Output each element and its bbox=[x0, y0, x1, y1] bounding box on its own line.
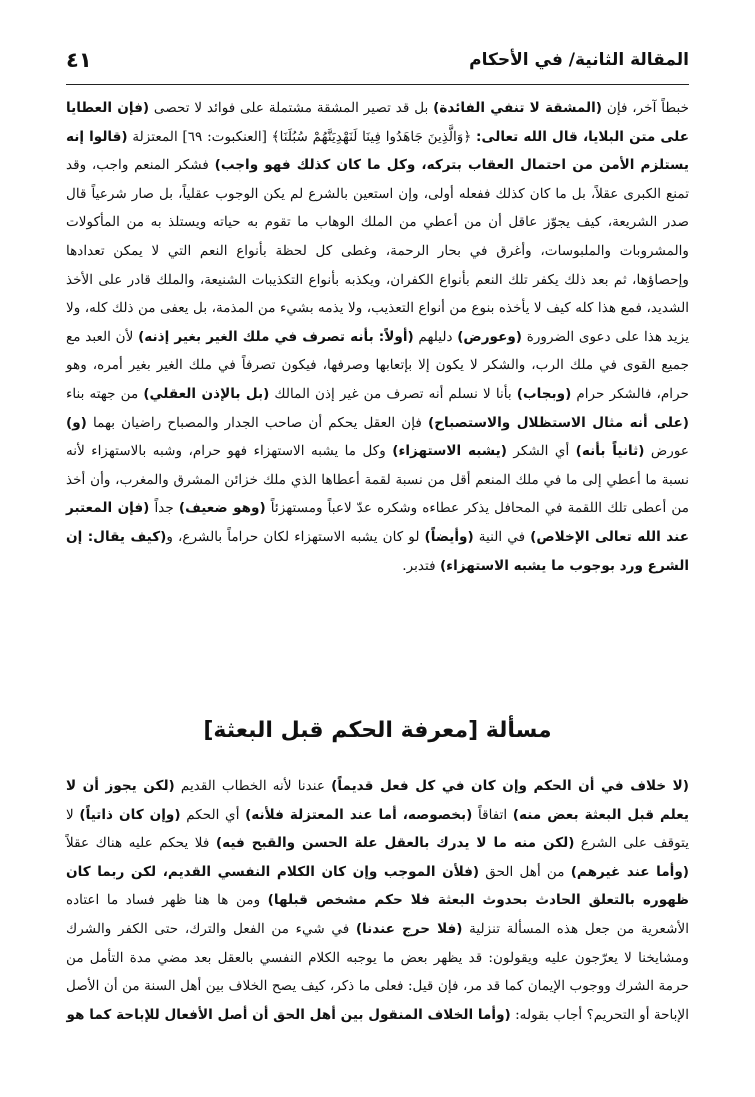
text-run: ومن ها هنا ظهر فساد ما اعتاده الأشعرية من جعل هذه المسألة تنزلية bbox=[66, 892, 690, 937]
bold-text-run: (لا خلاف في أن الحكم وإن كان في كل فعل قديماً) bbox=[331, 778, 690, 794]
bold-text-run: (قالوا إنه يستلزم الأمن من احتمال العقاب بتركه، وكل ما كان كذلك فهو واجب) bbox=[66, 128, 689, 174]
bold-text-run: (على أنه مثال الاستظلال والاستصباح) bbox=[427, 414, 689, 431]
text-run: عورض bbox=[644, 443, 689, 460]
text-run: أي الحكم bbox=[180, 806, 246, 823]
text-run: اتفاقاً bbox=[472, 806, 513, 823]
bold-text-run: (فإن العطايا على متن البلايا، قال الله تعالى: bbox=[66, 100, 689, 145]
bold-text-run: (وهو ضعيف) bbox=[178, 500, 266, 517]
text-run: بل قد تصير المشقة مشتملة على فوائد لا تحصى bbox=[149, 100, 434, 116]
bold-text-run: (يشبه الاستهزاء) bbox=[392, 443, 507, 460]
text-run: من جهته بناء bbox=[66, 385, 144, 402]
bold-text-run: (وأيضاً) bbox=[424, 528, 474, 545]
bold-text-run: (فلأن الموجب وإن كان الكلام النفسي القديم، لكن ربما كان ظهوره بالتعلق الحادث بحدوث البعثة فلا حكم مشخص قبلها) bbox=[66, 863, 689, 909]
text-run: لأن العبد مع جميع القوى في ملك الرب، والشكر لا يكون إلا بإتعابها وصرفها، فيكون تصرفاً في ملك الغير بغير أمره، وهو حرام، فالشكر حرام bbox=[66, 328, 689, 402]
text-run: في النية bbox=[473, 528, 531, 545]
text-run: وكل ما يشبه الاستهزاء فهو حرام، وشبه بالاستهزاء لأنه نسبة ما أعطي إلى ما في ملك المنعم أقل من نسبة لقمة أعطاها الذي ملك خزائن المشرق والمغرب، وأن أخذ من أعطى تلك اللقمة في المحافل يذكر عطاءه وشكره عدّ لاعباً ومستهزئاً bbox=[66, 443, 689, 517]
bold-text-run: (لكن منه ما لا يدرك بالعقل علة الحسن والقبح فيه) bbox=[215, 835, 575, 852]
page-number: ٤١ bbox=[66, 48, 92, 72]
bold-text-run: (وإن كان ذاتياً) bbox=[79, 806, 181, 823]
text-run: فتدبر. bbox=[402, 557, 440, 574]
text-run: عندنا لأنه الخطاب القديم bbox=[174, 778, 332, 794]
text-run: بأنا لا نسلم أنه تصرف من غير إذن المالك bbox=[269, 385, 517, 402]
bold-text-run: (بخصوصه، أما عند المعتزلة فلأنه) bbox=[245, 806, 473, 823]
text-run: أي الشكر bbox=[506, 443, 576, 460]
text-run: فشكر المنعم واجب، وقد تمنع الكبرى عقلاً، بل ما كان كذلك ففعله أولى، وإن استعين بالشرع لم يكن الوجوب عقلياً، بل صار شرعياً قال صدر الشريعة، كيف يجوّز عاقل أن من أعطي من الملك الوهاب ما تقوم به حياته ويستلذ به من المأكولات والمشروبات والملبوسات، وأغرق في بحار الرحمة، وغطى كل لحظة بأنواع النعم التي لا يمكن تعدادها وإحصاؤها، ثم بعد ذلك يكفر تلك النعم بأنواع الكفران، ويكذبه بأنواع التكذيبات الشنيعة، والملك قادر على الأخذ الشديد، فمع هذا كله كيف لا يأخذه بنوع من أنواع التعذيب، ولا يذمه بشيء من المذمة، بل يعفى من ذلك كله، ولا يزيد هذا على دعوى الضرورة bbox=[66, 157, 690, 345]
bold-text-run: (كيف يقال: إن الشرع ورد بوجوب ما يشبه الاستهزاء) bbox=[66, 528, 689, 574]
body-paragraph-2 bbox=[66, 772, 689, 1029]
text-run: فإن العقل يحكم أن صاحب الجدار والمصباح راضيان بهما bbox=[86, 414, 428, 431]
text-run: خبطاً آخر، فإن bbox=[602, 100, 689, 116]
body-paragraph-1 bbox=[66, 94, 689, 580]
bold-text-run: (وعورض) bbox=[457, 328, 523, 345]
bold-text-run: (أولاً: بأنه تصرف في ملك الغير بغير إذنه) bbox=[138, 328, 414, 345]
text-run: دليلهم bbox=[413, 328, 458, 345]
bold-text-run: (وأما عند غيرهم) bbox=[570, 863, 689, 880]
text-run: فلا يحكم عليه هناك عقلاً bbox=[66, 835, 216, 852]
running-head: المقالة الثانية/ في الأحكام bbox=[469, 50, 689, 70]
text-run: في شيء من الفعل والترك، حتى الكفر والشرك ومشايخنا لا يعرّجون عليه ويقولون: قد يظهر بعض ما يوجبه الكلام النفسي بالعقل بعد مضي مدة التأمل من حرمة الشرك ووجوب الإيمان كما قد مر، فإن قيل: فعلى ما ذكر، كيف يصح الخلاف بين أهل السنة من أن الأصل الإباحة أو التحريم؟ أجاب بقوله: bbox=[66, 920, 689, 1023]
text-run: لا يتوقف على الشرع bbox=[66, 806, 689, 852]
section-title: مسألة [معرفة الحكم قبل البعثة] bbox=[203, 718, 552, 743]
bold-text-run: (فلا حرج عندنا) bbox=[355, 920, 463, 937]
bold-text-run: (فإن المعتبر عند الله تعالى الإخلاص) bbox=[66, 500, 689, 545]
text-run: جداً bbox=[149, 500, 179, 517]
page-header bbox=[66, 40, 689, 85]
bold-text-run: (لكن يجوز أن لا يعلم قبل البعثة بعض منه) bbox=[66, 778, 689, 823]
text-run: ﴿وَالَّذِينَ جَاهَدُوا فِينَا لَنَهْدِيَنَّهُمْ سُبُلَنَا﴾ [العنكبوت: ٦٩] المعتزلة bbox=[127, 128, 477, 145]
bold-text-run: (المشقة لا تنفي الفائدة) bbox=[433, 100, 602, 116]
text-run: لو كان يشبه الاستهزاء لكان حراماً بالشرع، و bbox=[166, 528, 425, 545]
bold-text-run: (وبجاب) bbox=[516, 385, 572, 402]
bold-text-run: (وأما الخلاف المنقول بين أهل الحق أن أصل الأفعال للإباحة كما هو bbox=[66, 1006, 511, 1023]
bold-text-run: (ثانياً بأنه) bbox=[575, 443, 645, 460]
text-run: من أهل الحق bbox=[479, 863, 571, 880]
bold-text-run: (و) bbox=[66, 414, 87, 431]
bold-text-run: (بل بالإذن العقلي) bbox=[143, 385, 270, 402]
